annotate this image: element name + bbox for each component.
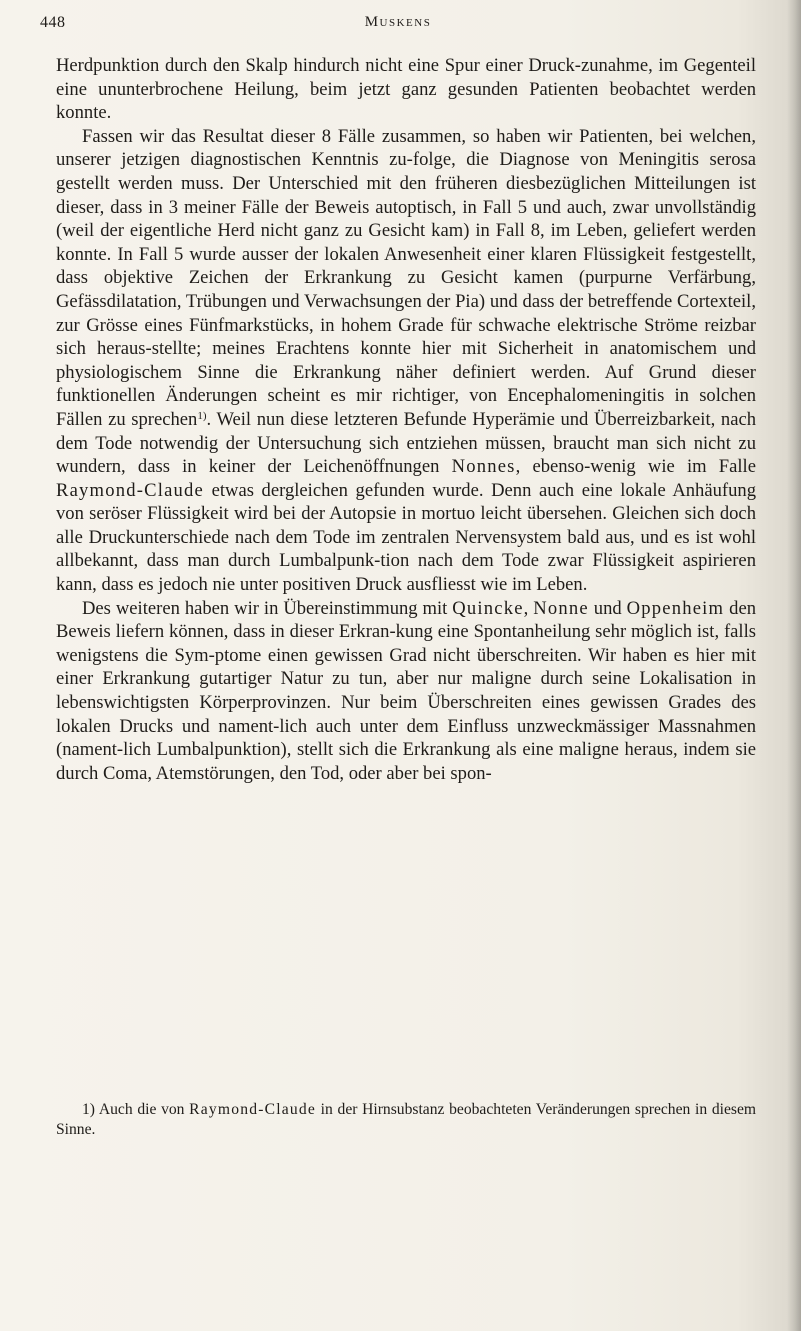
text-run: etwas dergleichen gefunden wurde. Denn auch eine lokale Anhäufung von seröser Flüssigkeit wird bei der Autopsie in mortuo leicht übersehen. Gleichen sich doch alle Druckunterschiede nach dem Tode im zentralen Nervensystem bald aus, und es ist wohl allbekannt, dass man durch Lumbalpunk-tion nach dem Tode zwar Flüssigkeit aspirieren kann, dass es jedoch nie unter positiven Druck ausfliesst wie im Leben. bbox=[56, 479, 756, 596]
running-title: Muskens bbox=[364, 14, 432, 30]
author-name: Oppenheim bbox=[626, 597, 725, 619]
footnote-reference: 1) bbox=[197, 409, 207, 422]
paragraph bbox=[56, 597, 756, 786]
page-edge-shadow bbox=[787, 0, 801, 1331]
text-run: , bbox=[523, 597, 534, 619]
text-run: Fassen wir das Resultat dieser 8 Fälle zusammen, so haben wir Patienten, bei welchen, unserer jetzigen diagnostischen Kenntnis zu-folge, die Diagnose von Meningitis serosa gestellt werden muss. Der Unterschied mit den früheren diesbezüglichen Mitteilungen ist dieser, dass in 3 meiner Fälle der Beweis autoptisch, in Fall 5 und auch, zwar unvollständig (weil der eigentliche Herd nicht ganz zu Gesicht kam) in Fall 8, im Leben, geliefert werden konnte. In Fall 5 wurde ausser der lokalen Anwesenheit einer klaren Flüssigkeit festgestellt, dass objektive Zeichen der Erkrankung zu Gesicht kamen (purpurne Verfärbung, Gefässdilatation, Trübungen und Verwachsungen der Pia) und dass der betreffende Cortexteil, zur Grösse eines Fünfmarkstücks, in hohem Grade für schwache elektrische Ströme reizbar sich heraus-stellte; meines Erachtens konnte hier mit Sicherheit in anatomischem und physiologischem Sinne die Erkrankung näher definiert werden. Auf Grund dieser funktionellen Änderungen scheint es mir richtiger, von Encephalomeningitis in solchen Fällen zu sprechen bbox=[56, 125, 756, 430]
page-header bbox=[40, 14, 756, 38]
text-run: den Beweis liefern können, dass in dieser Erkran-kung eine Spontanheilung sehr möglich ist, falls wenigstens die Sym-ptome einen gewissen Grad nicht überschreiten. Wir haben es hier mit einer Erkrankung gutartiger Natur zu tun, aber nur maligne durch seine Lokalisation in lebenswichtigsten Körperprovinzen. Nur beim Überschreiten eines gewissen Grades des lokalen Drucks und nament-lich auch unter dem Einfluss unzweckmässiger Massnahmen (nament-lich Lumbalpunktion), stellt sich die Erkrankung als eine maligne heraus, indem sie durch Coma, Atemstörungen, den Tod, oder aber bei spon- bbox=[56, 597, 757, 784]
text-run: , ebenso-wenig wie im Falle bbox=[515, 456, 756, 478]
text-run: und bbox=[588, 597, 627, 619]
text-run: Herdpunktion durch den Skalp hindurch nicht eine Spur einer Druck-zunahme, im Gegenteil eine ununterbrochene Heilung, beim jetzt ganz gesunden Patienten beobachtet werden konnte. bbox=[56, 55, 756, 124]
author-name: Nonne bbox=[533, 597, 589, 619]
text-run: Auch die von bbox=[95, 1101, 190, 1118]
footnote-mark: 1) bbox=[82, 1101, 95, 1118]
author-name: Quincke bbox=[452, 597, 524, 619]
author-name: Raymond-Claude bbox=[56, 479, 204, 501]
body-text bbox=[56, 54, 756, 785]
footnote bbox=[56, 1100, 756, 1140]
author-name: Nonnes bbox=[451, 456, 516, 478]
author-name: Raymond-Claude bbox=[189, 1101, 316, 1118]
text-run: Des weiteren haben wir in Übereinstimmung mit bbox=[82, 597, 453, 619]
text-run: . Weil nun diese letzteren Befunde Hyperämie und Überreizbarkeit, nach dem Tode notwendig der Untersuchung sich entziehen müssen, braucht man sich nicht zu wundern, dass in keiner der Leichenöffnungen bbox=[56, 408, 756, 478]
footnote-text bbox=[56, 1101, 756, 1138]
paragraph bbox=[56, 125, 756, 597]
text-run: in der Hirnsubstanz beobachteten Veränderungen sprechen in diesem Sinne. bbox=[56, 1101, 756, 1138]
page-number: 448 bbox=[40, 14, 66, 31]
paragraph bbox=[56, 54, 756, 125]
